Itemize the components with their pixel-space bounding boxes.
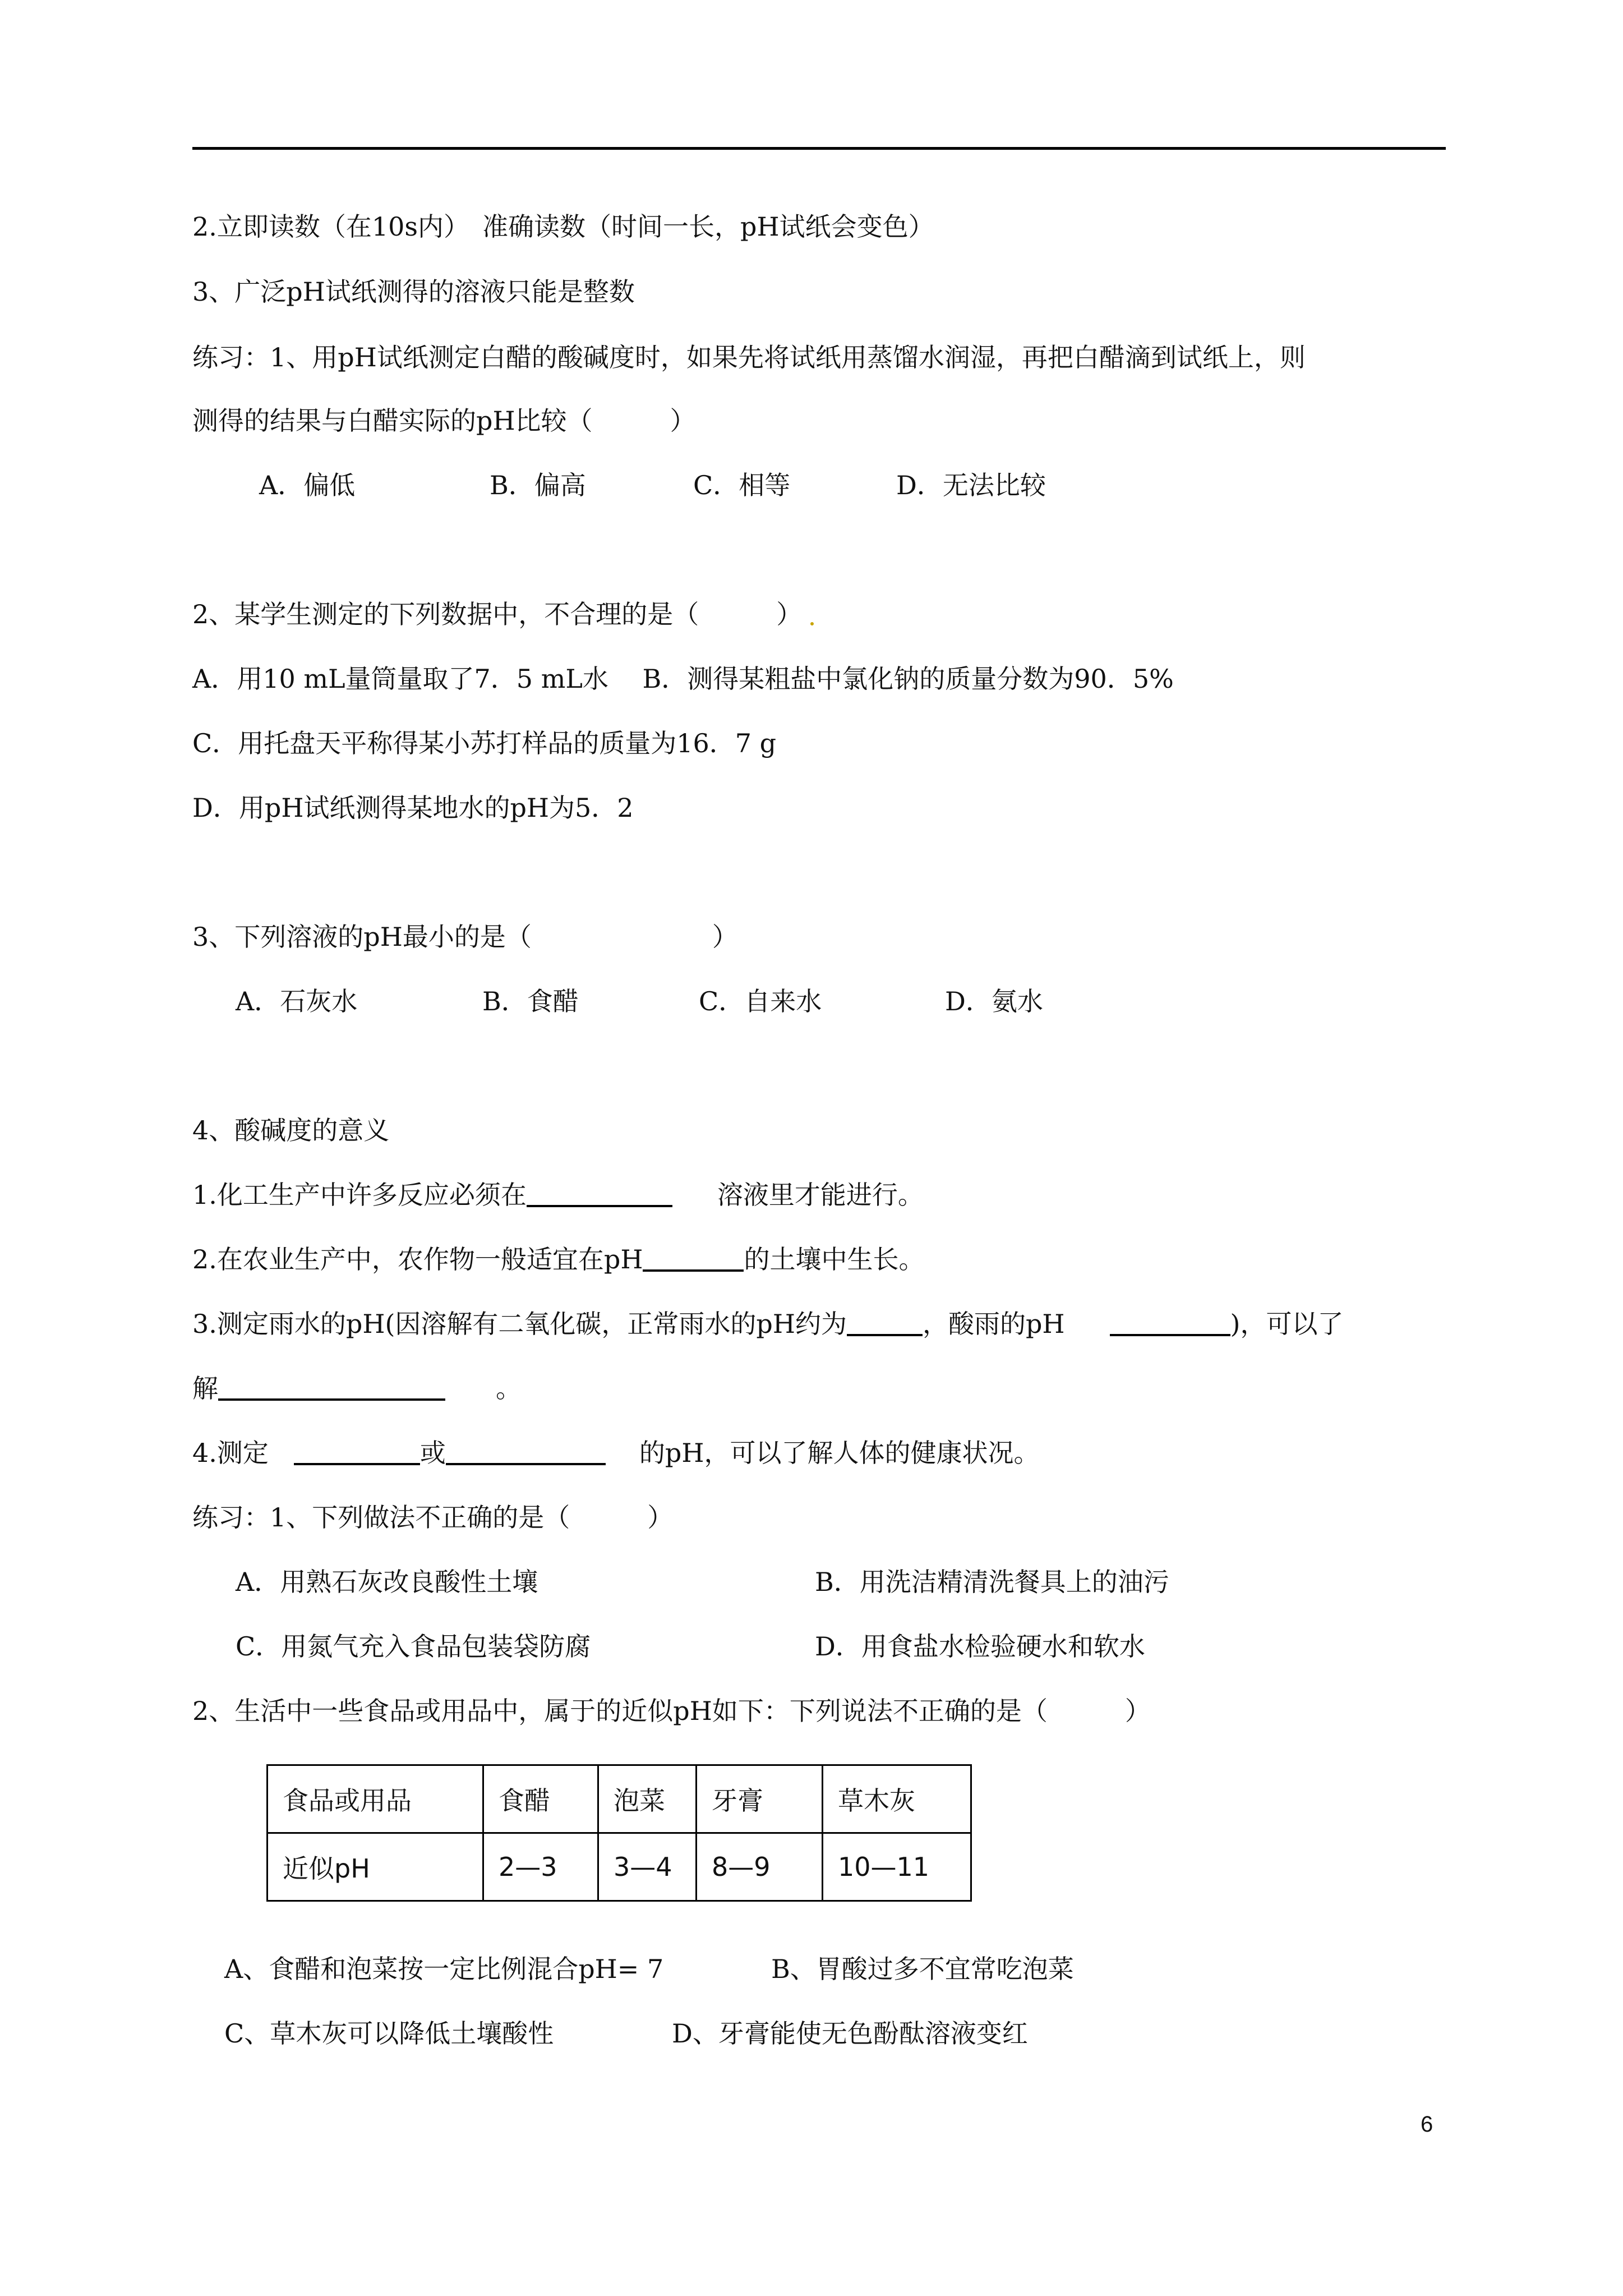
q3-option-c: C．自来水	[699, 986, 822, 1016]
text-line-1: 2.立即读数（在10s内） 准确读数（时间一长，pH试纸会变色）	[192, 211, 934, 242]
p1-option-d: D．用食盐水检验硬水和软水	[815, 1631, 1145, 1662]
table-cell: 牙膏	[697, 1765, 823, 1833]
question-2-option-d: D．用pH试纸测得某地水的pH为5．2	[192, 793, 634, 823]
table-cell: 3—4	[598, 1833, 697, 1901]
q1-option-c: C．相等	[693, 470, 791, 500]
fill-blank	[446, 1438, 606, 1465]
practice-2: 2、生活中一些食品或用品中，属于的近似pH如下：下列说法不正确的是（ ）	[192, 1696, 1151, 1726]
item-4-text-b: 或	[419, 1438, 446, 1468]
p1-option-a: A．用熟石灰改良酸性土壤	[236, 1567, 538, 1597]
item-2-text-b: 的土壤中生长。	[744, 1244, 925, 1274]
fill-blank	[294, 1438, 420, 1465]
item-4-text-a: 4.测定	[192, 1438, 269, 1468]
p1-option-b: B．用洗洁精清洗餐具上的油污	[815, 1567, 1169, 1597]
section-4-item-1	[192, 1178, 924, 1212]
fill-blank	[1110, 1309, 1230, 1336]
q1-option-a: A．偏低	[259, 470, 356, 500]
fill-blank	[218, 1374, 445, 1401]
table-cell: 泡菜	[598, 1765, 697, 1833]
p2-option-b: B、胃酸过多不宜常吃泡菜	[771, 1954, 1074, 1984]
exercise-1-question-cont: 测得的结果与白醋实际的pH比较（ ）	[192, 406, 696, 436]
table-cell: 2—3	[483, 1833, 598, 1901]
table-cell: 近似pH	[268, 1833, 483, 1901]
table-cell: 10—11	[823, 1833, 971, 1901]
q1-option-d: D．无法比较	[896, 470, 1046, 500]
table-cell: 食醋	[483, 1765, 598, 1833]
table-row	[268, 1833, 971, 1901]
fill-blank	[527, 1180, 672, 1207]
item-4-text-c: 的pH，可以了解人体的健康状况。	[639, 1438, 1040, 1468]
question-2-option-ab: A．用10 mL量筒量取了7．5 mL水 B．测得某粗盐中氯化钠的质量分数为90．5%	[192, 664, 1174, 694]
item-3-text-a: 3.测定雨水的pH(因溶解有二氧化碳，正常雨水的pH约为	[192, 1309, 847, 1339]
p2-option-c: C、草木灰可以降低土壤酸性	[224, 2018, 554, 2049]
q3-option-d: D．氨水	[945, 986, 1043, 1016]
item-3-text-d: 解	[192, 1373, 218, 1404]
mark-dot	[810, 622, 814, 625]
section-4-item-3-cont	[192, 1372, 522, 1405]
section-4-item-3	[192, 1307, 1343, 1341]
fill-blank	[643, 1245, 744, 1272]
table-cell: 食品或用品	[268, 1765, 483, 1833]
fill-blank	[847, 1309, 923, 1336]
section-4-item-4	[192, 1436, 1039, 1470]
section-4-item-2	[192, 1243, 924, 1276]
item-3-text-c: )，可以了	[1230, 1309, 1344, 1339]
ph-table	[266, 1764, 972, 1902]
exercise-1-question: 练习：1、用pH试纸测定白醋的酸碱度时，如果先将试纸用蒸馏水润湿，再把白醋滴到试纸上，则	[192, 342, 1306, 372]
p2-option-d: D、牙膏能使无色酚酞溶液变红	[672, 2018, 1028, 2049]
q1-option-b: B．偏高	[490, 470, 586, 500]
p1-option-c: C．用氮气充入食品包装袋防腐	[236, 1631, 591, 1662]
question-3: 3、下列溶液的pH最小的是（ ）	[192, 922, 738, 952]
item-3-text-e: 。	[496, 1373, 522, 1404]
practice-1: 练习：1、下列做法不正确的是（ ）	[192, 1502, 674, 1533]
question-2-option-c: C．用托盘天平称得某小苏打样品的质量为16．7 g	[192, 728, 777, 758]
header-rule	[192, 147, 1446, 150]
item-1-text-a: 1.化工生产中许多反应必须在	[192, 1180, 527, 1210]
table-cell: 草木灰	[823, 1765, 971, 1833]
item-1-text-b: 溶液里才能进行。	[717, 1180, 924, 1210]
question-2	[192, 597, 814, 631]
item-3-text-b: ，酸雨的pH	[922, 1309, 1065, 1339]
question-2-text: 2、某学生测定的下列数据中，不合理的是（ ）	[192, 599, 803, 629]
q3-option-a: A．石灰水	[236, 986, 358, 1016]
table-cell: 8—9	[697, 1833, 823, 1901]
p2-option-a: A、食醋和泡菜按一定比例混合pH= 7	[224, 1954, 664, 1984]
q3-option-b: B．食醋	[482, 986, 579, 1016]
text-line-2: 3、广泛pH试纸测得的溶液只能是整数	[192, 277, 635, 307]
item-2-text-a: 2.在农业生产中，农作物一般适宜在pH	[192, 1244, 643, 1274]
page-number: 6	[1421, 2112, 1433, 2137]
section-4-heading: 4、酸碱度的意义	[192, 1115, 390, 1145]
table-header-row	[268, 1765, 971, 1833]
